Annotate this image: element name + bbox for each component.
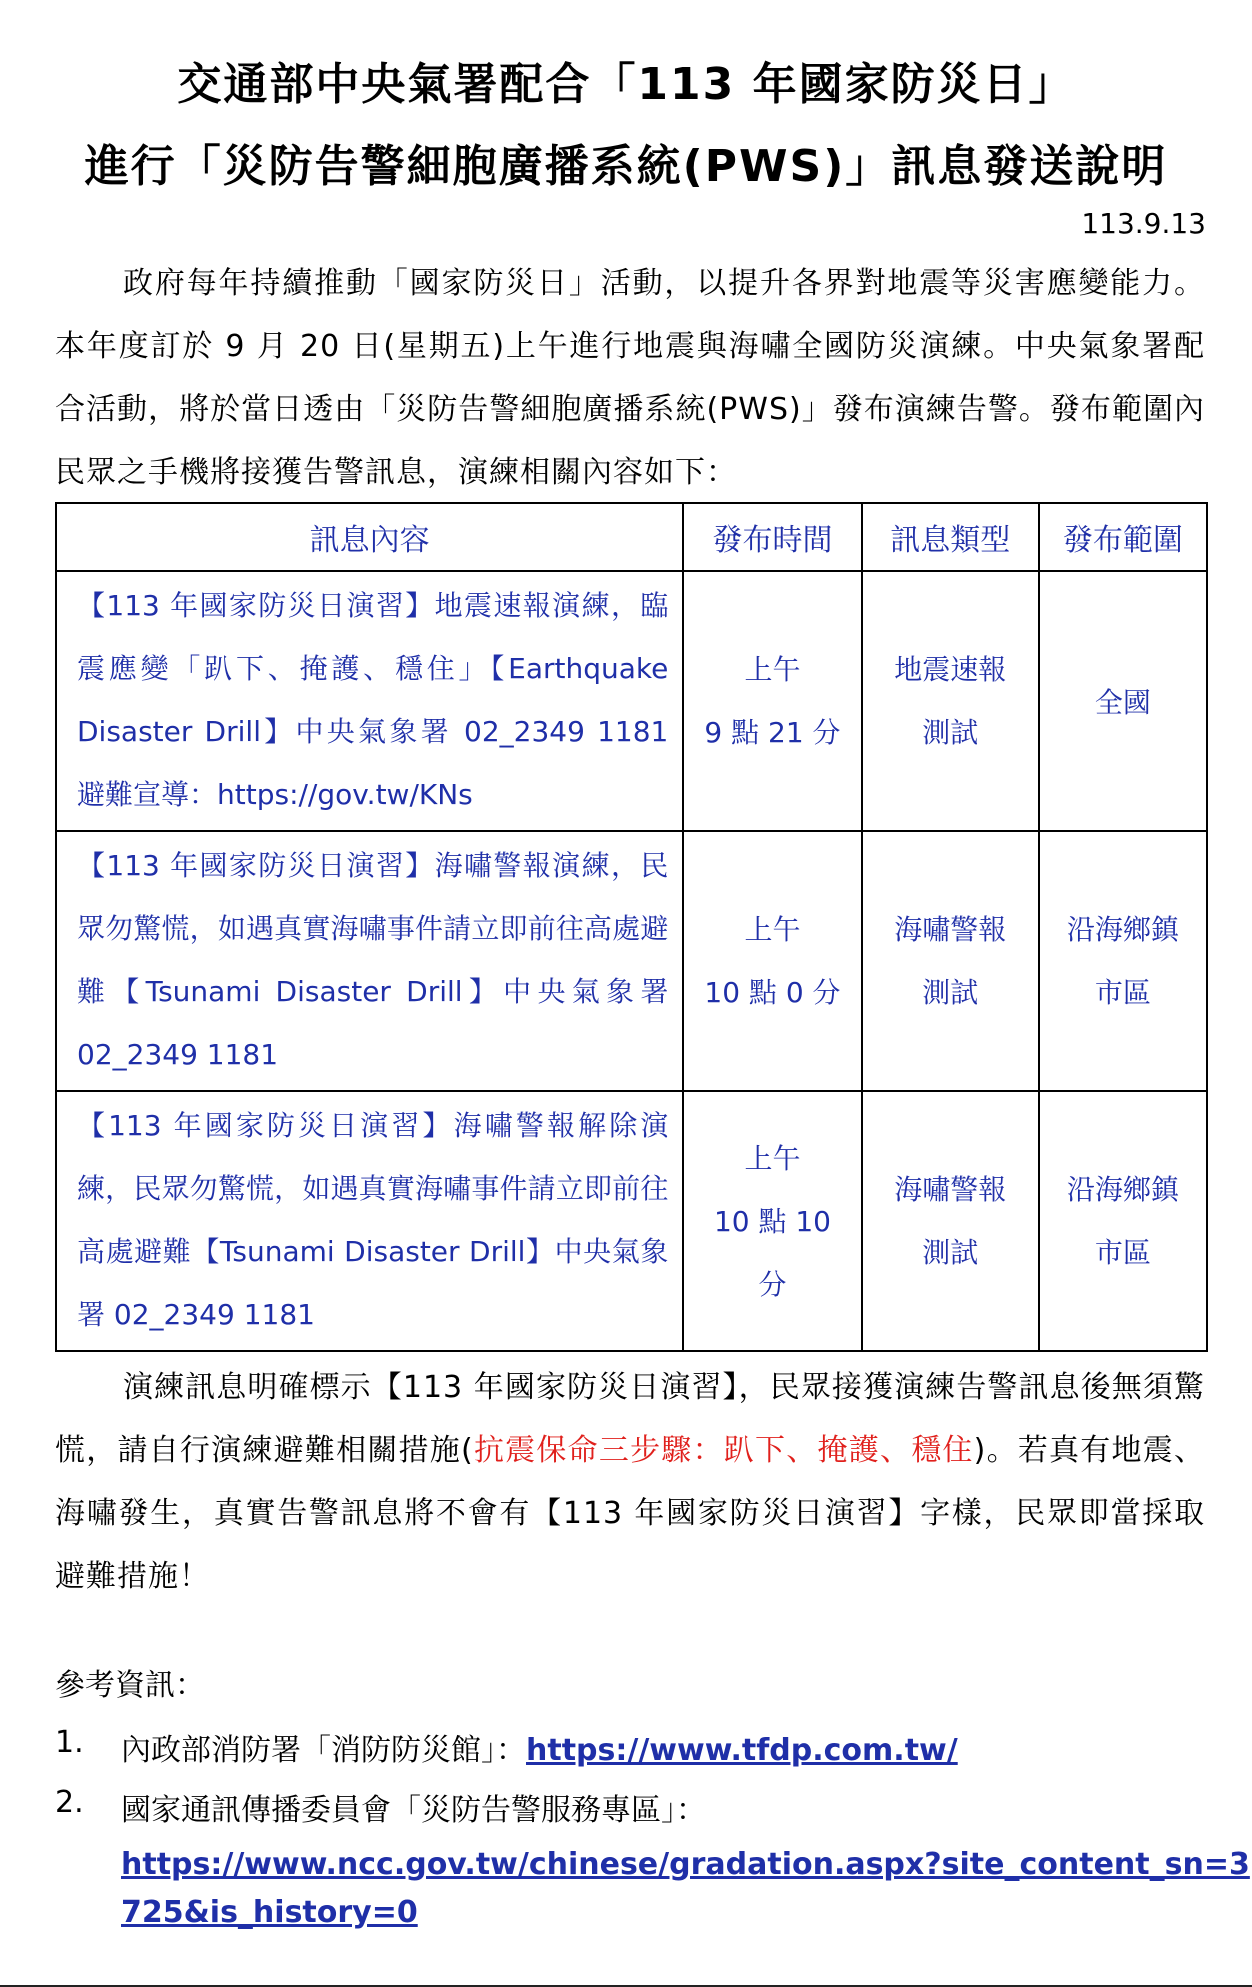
reference-number: 1. <box>55 1725 84 1760</box>
header-content: 訊息內容 <box>56 503 683 571</box>
table-header-row <box>56 503 1207 571</box>
header-type: 訊息類型 <box>862 503 1039 571</box>
time-value: 10 點 10 分 <box>713 1204 831 1301</box>
drill-schedule-table <box>55 502 1208 1352</box>
release-area: 全國 <box>1039 571 1207 831</box>
reference-label: 內政部消防署「消防防災館」： <box>121 1733 526 1768</box>
message-type-text: 地震速報測試 <box>894 653 1007 749</box>
reference-body <box>121 1785 1252 1937</box>
title-line-2: 進行「災防告警細胞廣播系統(PWS)」訊息發送說明 <box>84 141 1168 192</box>
time-value: 10 點 0 分 <box>704 976 841 1009</box>
time-prefix: 上午 <box>744 913 801 946</box>
intro-paragraph: 政府每年持續推動「國家防災日」活動，以提升各界對地震等災害應變能力。本年度訂於 9 月 20 日(星期五)上午進行地震與海嘯全國防災演練。中央氣象署配合活動，將於當日透由「災防告警細胞廣播系統(PWS)」發布演練告警。發布範圍內民眾之手機將接獲告警訊息，演練相關內容如下： <box>55 266 1205 490</box>
message-content: 【113 年國家防災日演習】海嘯警報解除演練，民眾勿驚慌，如遇真實海嘯事件請立即前往高處避難【Tsunami Disaster Drill】中央氣象署 02_2349 1181 <box>56 1091 683 1351</box>
time-prefix: 上午 <box>744 653 801 686</box>
table-row <box>56 831 1207 1091</box>
reference-number: 2. <box>55 1785 84 1820</box>
release-area <box>1039 831 1207 1091</box>
release-time <box>683 1091 861 1351</box>
message-content: 【113 年國家防災日演習】海嘯警報演練，民眾勿驚慌，如遇真實海嘯事件請立即前往高處避難【Tsunami Disaster Drill】中央氣象署 02_2349 1181 <box>56 831 683 1091</box>
reference-body <box>121 1725 1252 1769</box>
time-prefix: 上午 <box>744 1141 801 1175</box>
document-date: 113.9.13 <box>1081 207 1206 240</box>
message-type-text: 海嘯警報測試 <box>894 913 1007 1009</box>
message-type-text: 海嘯警報測試 <box>894 1173 1007 1269</box>
release-area-text: 沿海鄉鎮市區 <box>1066 913 1179 1009</box>
note-text-2: )。若真有地震、海嘯發生，真實告警訊息將不會有【113 年國家防災日演習】字樣，民眾即當採取避難措施！ <box>55 1433 1205 1594</box>
release-area-text: 沿海鄉鎮市區 <box>1066 1173 1179 1269</box>
release-time <box>683 831 861 1091</box>
time-value: 9 點 21 分 <box>704 716 841 749</box>
reference-link-tfdp[interactable]: https://www.tfdp.com.tw/ <box>526 1733 958 1768</box>
message-type <box>862 1091 1039 1351</box>
references-title: 參考資訊： <box>55 1668 205 1703</box>
table-row <box>56 571 1207 831</box>
note-text-1: 演練訊息明確標示【113 年國家防災日演習】，民眾接獲演練告警訊息後無須驚慌，請自行演練避難相關措施( <box>55 1370 1205 1468</box>
release-area <box>1039 1091 1207 1351</box>
message-type <box>862 831 1039 1091</box>
reference-link-ncc[interactable]: https://www.ncc.gov.tw/chinese/gradation.aspx?site_content_sn=3725&is_history=0 <box>121 1847 1250 1930</box>
message-type <box>862 571 1039 831</box>
release-time <box>683 571 861 831</box>
message-content: 【113 年國家防災日演習】地震速報演練，臨震應變「趴下、掩護、穩住」【Earthquake Disaster Drill】中央氣象署 02_2349 1181 避難宣導：https://gov.tw/KNs <box>56 571 683 831</box>
note-paragraph <box>55 1356 1205 1608</box>
header-time: 發布時間 <box>683 503 861 571</box>
header-area: 發布範圍 <box>1039 503 1207 571</box>
reference-label: 國家通訊傳播委員會「災防告警服務專區」： <box>121 1793 706 1828</box>
note-highlight: 抗震保命三步驟：趴下、掩護、穩住 <box>473 1433 974 1468</box>
table-row <box>56 1091 1207 1351</box>
title-line-1: 交通部中央氣署配合「113 年國家防災日」 <box>177 59 1075 110</box>
